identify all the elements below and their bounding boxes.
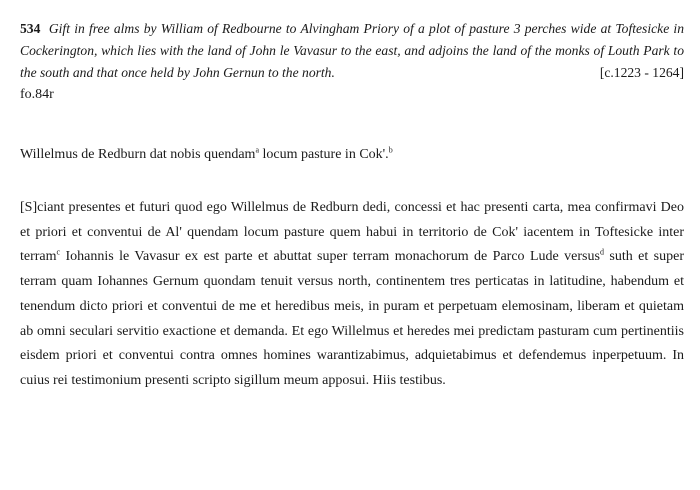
footnote-marker-d: d [599,247,604,257]
entry-date: [c.1223 - 1264] [599,65,684,80]
footnote-marker-c: c [56,247,61,257]
rubric-text-start: Willelmus de Redburn dat nobis quendam [20,147,256,162]
rubric-text-end: locum pasture in Cok'. [259,147,389,162]
charter-page [20,18,684,394]
footnote-marker-b: b [388,145,393,155]
charter-text-part3: suth et super terram quam Iohannes Gernum quondam tenuit versus north, continentem tres perticatas in latitudine, habendum et tenendum dicto priori et conventui de me et heredibus meis, in puram et perpetuam elemosinam, liberam et quietam ab omni seculari servitio exactione et demanda. Et ego Willelmus et heredes mei predictam pasturam cum pertinentiis eisdem priori et conventui contra omnes homines warantizabimus, adquietabimus et defendemus inperpetuum. In cuius rei testimonium presenti scripto sigillum meum apposui. Hiis testibus. [20,249,684,388]
entry-summary: Gift in free alms by William of Redbourne to Alvingham Priory of a plot of pasture 3 perches wide at Toftesicke in Cockerington, which lies with the land of John le Vavasur to the east, and adjoins the land of the monks of Louth Park to the south and that once held by John Gernun to the north. [20,21,685,80]
charter-text-part2: Iohannis le Vavasur ex est parte et abuttat super terram monachorum de Parco Lude versus [60,249,600,265]
footnote-marker-a: a [255,145,260,155]
charter-text-part1: [S]ciant presentes et futuri quod ego Willelmus de Redburn dedi, concessi et hac presenti carta, mea confirmavi Deo et priori et conventui de Al' quendam locum pasture quem habui in territorio de Cok' iacentem in Toftesicke inter terram [20,200,684,265]
charter-text [20,196,684,394]
entry-heading [20,18,684,84]
rubric-line [20,144,684,166]
folio-reference: fo.84r [20,87,54,102]
entry-number: 534 [20,21,41,36]
